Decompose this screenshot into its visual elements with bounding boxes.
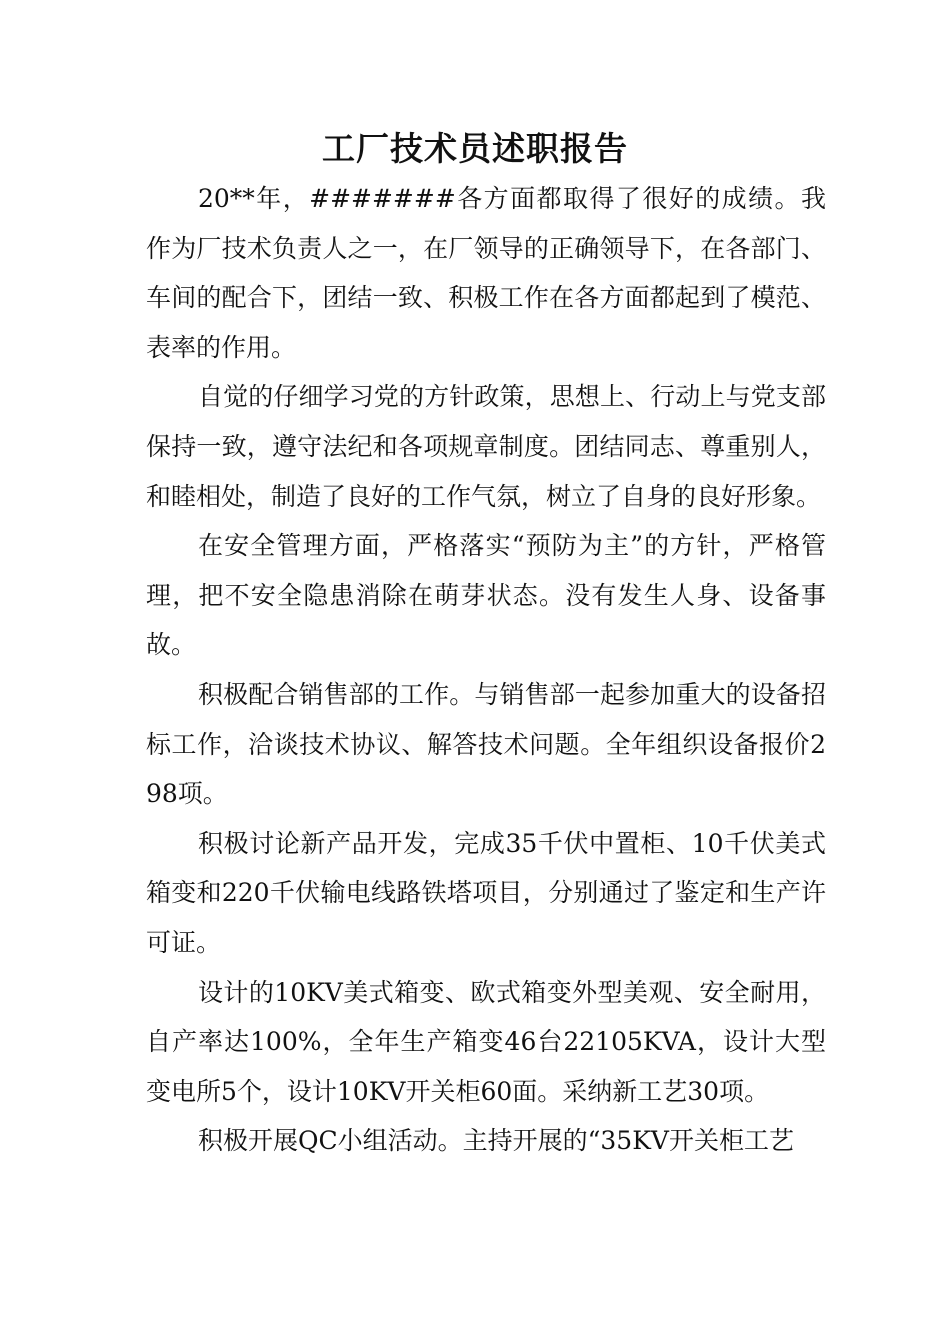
paragraph: 在安全管理方面，严格落实“预防为主”的方针，严格管理，把不安全隐患消除在萌芽状态。没有发生人身、设备事故。	[146, 531, 826, 660]
paragraph: 积极讨论新产品开发，完成35千伏中置柜、10千伏美式箱变和220千伏输电线路铁塔项目，分别通过了鉴定和生产许可证。	[146, 828, 826, 957]
paragraph: 积极配合销售部的工作。与销售部一起参加重大的设备招标工作，洽谈技术协议、解答技术问题。全年组织设备报价298项。	[146, 679, 826, 809]
paragraph: 20**年，#######各方面都取得了很好的成绩。我作为厂技术负责人之一，在厂领导的正确领导下，在各部门、车间的配合下，团结一致、积极工作在各方面都起到了模范、表率的作用。	[146, 184, 826, 362]
document-title: 工厂技术员述职报告	[322, 129, 628, 168]
document-body	[146, 174, 826, 1166]
paragraph: 自觉的仔细学习党的方针政策，思想上、行动上与党支部保持一致，遵守法纪和各项规章制度。团结同志、尊重别人，和睦相处，制造了良好的工作气氛，树立了自身的良好形象。	[146, 382, 826, 511]
paragraph: 积极开展QC小组活动。主持开展的“35KV开关柜工艺	[198, 1126, 794, 1156]
paragraph: 设计的10KV美式箱变、欧式箱变外型美观、安全耐用，自产率达100%，全年生产箱变46台22105KVA，设计大型变电所5个，设计10KV开关柜60面。采纳新工艺30项。	[146, 977, 826, 1106]
